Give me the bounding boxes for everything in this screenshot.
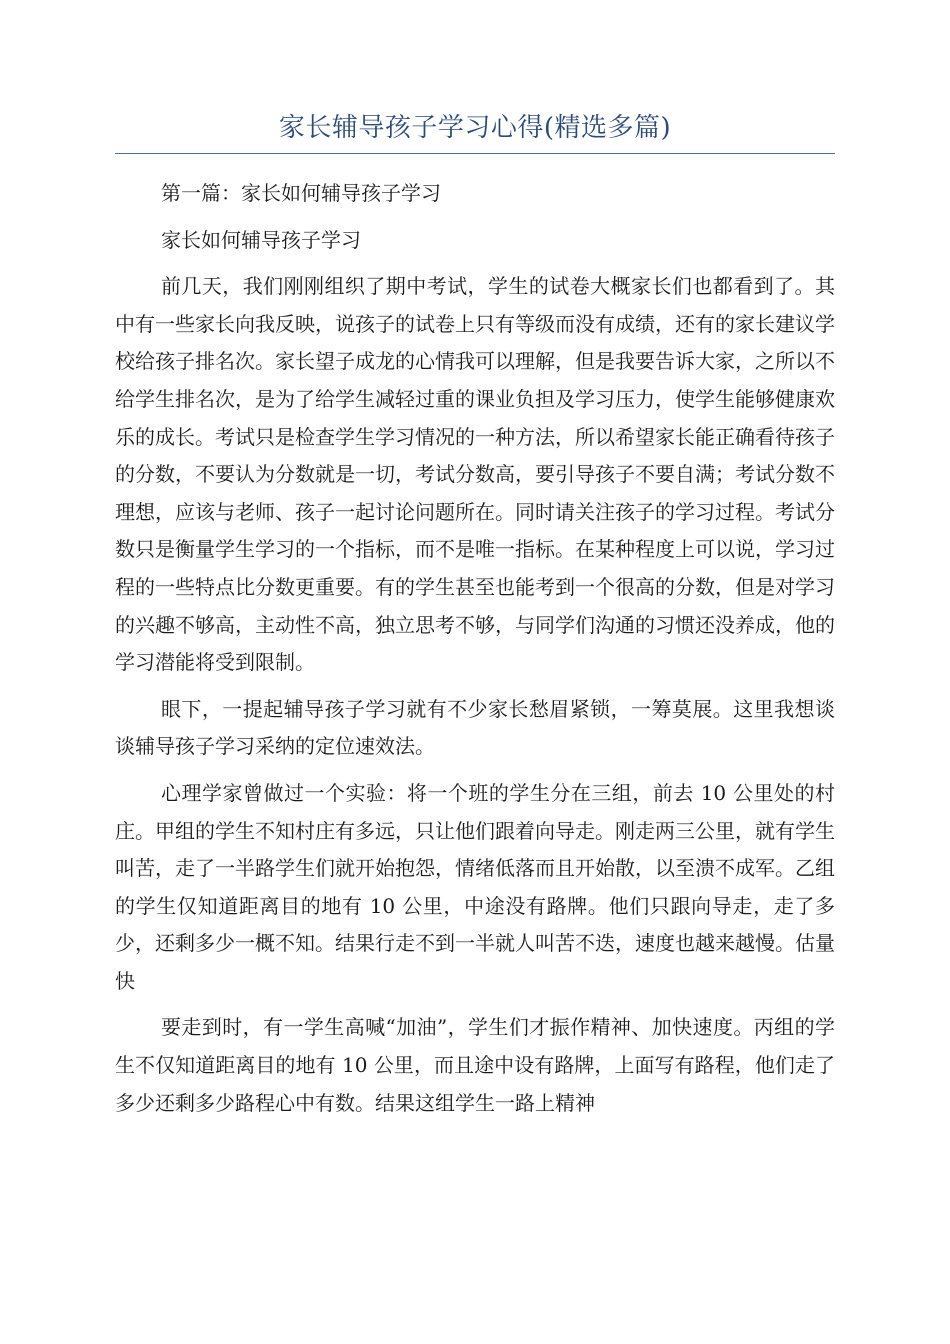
body-paragraph: 心理学家曾做过一个实验：将一个班的学生分在三组，前去 10 公里处的村庄。甲组的学生不知村庄有多远，只让他们跟着向导走。刚走两三公里，就有学生叫苦，走了一半路学生们就开始抱怨，情绪低落而且开始散，以至溃不成军。乙组的学生仅知道距离目的地有 10 公里，中途没有路牌。他们只跟向导走，走了多少，还剩多少一概不知。结果行走不到一半就人叫苦不迭，速度也越来越慢。估量快 bbox=[115, 780, 835, 993]
body-paragraph: 要走到时，有一学生高喊“加油”，学生们才振作精神、加快速度。丙组的学生不仅知道距离目的地有 10 公里，而且途中设有路牌，上面写有路程，他们走了多少还剩多少路程心中有数。结果这组学生一路上精神 bbox=[115, 1015, 835, 1115]
body-paragraph: 前几天，我们刚刚组织了期中考试，学生的试卷大概家长们也都看到了。其中有一些家长向我反映，说孩子的试卷上只有等级而没有成绩，还有的家长建议学校给孩子排名次。家长望子成龙的心情我可以理解，但是我要告诉大家，之所以不给学生排名次，是为了给学生减轻过重的课业负担及学习压力，使学生能够健康欢乐的成长。考试只是检查学生学习情况的一种方法，所以希望家长能正确看待孩子的分数，不要认为分数就是一切，考试分数高，要引导孩子不要自满；考试分数不理想，应该与老师、孩子一起讨论问题所在。同时请关注孩子的学习过程。考试分数只是衡量学生学习的一个指标，而不是唯一指标。在某种程度上可以说，学习过程的一些特点比分数更重要。有的学生甚至也能考到一个很高的分数，但是对学习的兴趣不够高，主动性不高，独立思考不够，与同学们沟通的习惯还没养成，他的学习潜能将受到限制。 bbox=[115, 274, 835, 675]
article-subtitle: 家长如何辅导孩子学习 bbox=[161, 227, 361, 252]
document-title: 家长辅导孩子学习心得(精选多篇) bbox=[278, 113, 672, 143]
body-paragraph: 眼下，一提起辅导孩子学习就有不少家长愁眉紧锁，一筹莫展。这里我想谈谈辅导孩子学习采纳的定位速效法。 bbox=[115, 696, 835, 759]
title-underline bbox=[115, 153, 835, 154]
section-heading: 第一篇：家长如何辅导孩子学习 bbox=[161, 181, 441, 205]
document-body bbox=[115, 175, 835, 1122]
